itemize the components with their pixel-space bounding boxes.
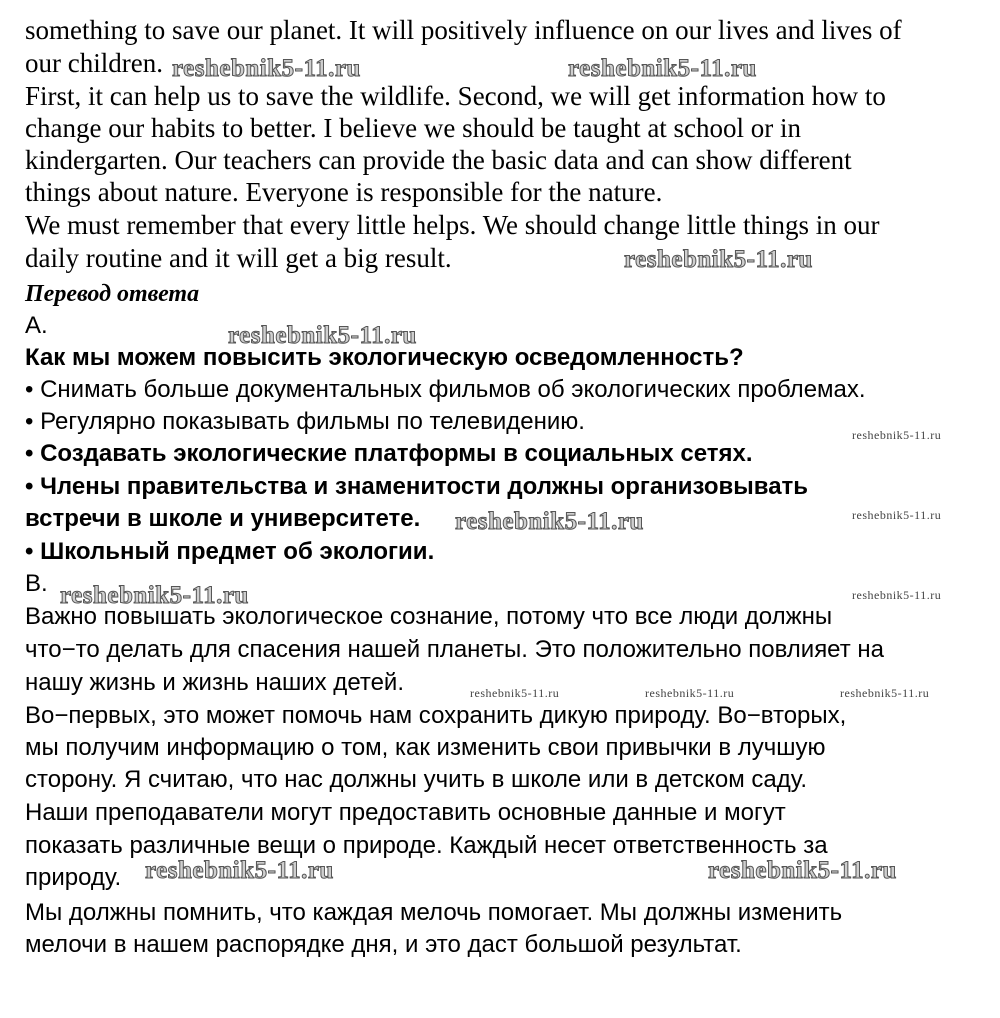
bullet-item-4: • Члены правительства и знаменитости должны организовывать: [25, 473, 809, 500]
answer-line-2: что−то делать для спасения нашей планеты. Это положительно повлияет на: [25, 636, 884, 663]
answer-line-3: нашу жизнь и жизнь наших детей.: [25, 669, 405, 696]
watermark-small: reshebnik5-11.ru: [852, 588, 942, 602]
bullet-item-2: • Регулярно показывать фильмы по телевидению.: [25, 408, 585, 435]
section-label-a: A.: [25, 312, 48, 339]
question-heading: Как мы можем повысить экологическую осведомленность?: [25, 344, 744, 371]
watermark-small: reshebnik5-11.ru: [470, 686, 560, 700]
answer-line-5: мы получим информацию о том, как изменить свои привычки в лучшую: [25, 734, 826, 761]
watermark-small: reshebnik5-11.ru: [852, 428, 942, 442]
watermark-small: reshebnik5-11.ru: [645, 686, 735, 700]
watermark: reshebnik5-11.ru: [228, 322, 417, 349]
watermark: reshebnik5-11.ru: [708, 857, 897, 884]
english-line-6: things about nature. Everyone is responsible for the nature.: [25, 177, 663, 207]
bullet-item-3: • Создавать экологические платформы в социальных сетях.: [25, 440, 753, 467]
english-line-7: We must remember that every little helps. We should change little things in our: [25, 210, 880, 240]
watermark: reshebnik5-11.ru: [172, 55, 361, 82]
translation-heading: Перевод ответа: [25, 281, 200, 307]
answer-line-7: Наши преподаватели могут предоставить основные данные и могут: [25, 799, 786, 826]
answer-line-1: Важно повышать экологическое сознание, потому что все люди должны: [25, 603, 833, 630]
english-line-8: daily routine and it will get a big result.: [25, 243, 452, 273]
english-line-1: something to save our planet. It will positively influence on our lives and lives of: [25, 15, 902, 45]
watermark: reshebnik5-11.ru: [455, 508, 644, 535]
answer-line-6: сторону. Я считаю, что нас должны учить в школе или в детском саду.: [25, 766, 808, 793]
answer-line-11: мелочи в нашем распорядке дня, и это даст большой результат.: [25, 931, 742, 958]
watermark: reshebnik5-11.ru: [60, 582, 249, 609]
answer-line-10: Мы должны помнить, что каждая мелочь помогает. Мы должны изменить: [25, 899, 843, 926]
answer-line-4: Во−первых, это может помочь нам сохранить дикую природу. Во−вторых,: [25, 702, 847, 729]
english-line-3: First, it can help us to save the wildlife. Second, we will get information how to: [25, 81, 886, 111]
answer-line-8: показать различные вещи о природе. Каждый несет ответственность за: [25, 832, 828, 859]
bullet-item-5: • Школьный предмет об экологии.: [25, 538, 435, 565]
watermark: reshebnik5-11.ru: [145, 857, 334, 884]
watermark-small: reshebnik5-11.ru: [840, 686, 930, 700]
watermark: reshebnik5-11.ru: [568, 55, 757, 82]
watermark: reshebnik5-11.ru: [624, 246, 813, 273]
english-line-5: kindergarten. Our teachers can provide the basic data and can show different: [25, 145, 852, 175]
bullet-item-4-continued: встречи в школе и университете.: [25, 505, 421, 532]
watermark-small: reshebnik5-11.ru: [852, 508, 942, 522]
english-line-4: change our habits to better. I believe we should be taught at school or in: [25, 113, 802, 143]
bullet-item-1: • Снимать больше документальных фильмов об экологических проблемах.: [25, 376, 866, 403]
english-line-2: our children.: [25, 48, 163, 78]
answer-line-9: природу.: [25, 864, 122, 891]
section-label-b: B.: [25, 570, 48, 597]
